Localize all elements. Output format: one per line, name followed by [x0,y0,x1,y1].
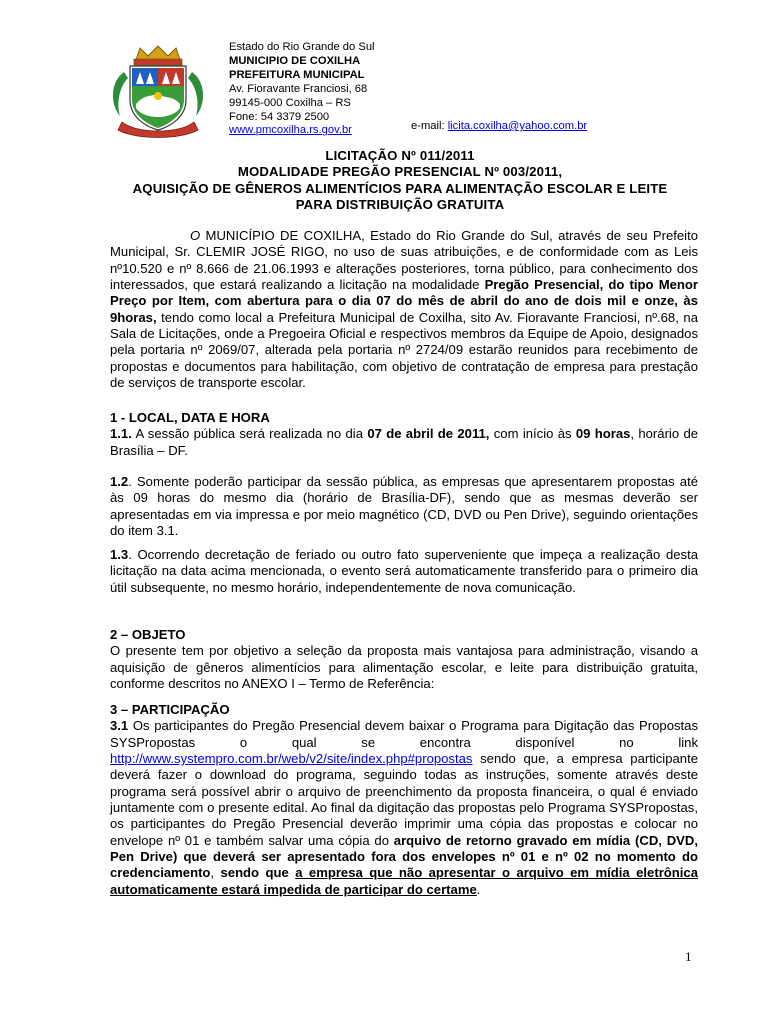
title-line-1: LICITAÇÃO Nº 011/2011 [325,148,475,163]
title-line-4: PARA DISTRIBUIÇÃO GRATUITA [295,196,505,212]
section-1-heading: 1 - LOCAL, DATA E HORA [110,410,270,425]
header-municipality: MUNICIPIO DE COXILHA [229,54,361,67]
clause-3-1: 3.1 Os participantes do Pregão Presencial devem baixar o Programa para Digitação das Propostas SYSPropostas o qual se encontra disponível no link http://www.systempro.com.br/web/v2/site/index.php#propostas sendo que, a empresa participante deverá fazer o download do programa, seguindo todas as instruções, somente através deste programa será possível abrir o arquivo de preenchimento da proposta financeira, o qual é enviado juntamente com o presente edital. Ao final da digitação das propostas pelo Programa SYSPropostas, os participantes do Pregão Presencial deverão imprimir uma cópia das propostas e colocar no envelope nº 01 e também salvar uma cópia do arquivo de retorno gravado em mídia (CD, DVD, Pen Drive) que deverá ser apresentado fora dos envelopes nº 01 e nº 02 no momento do credenciamento, sendo que a empresa que não apresentar o arquivo em mídia eletrônica automaticamente estará impedida de participar do certame. [110,718,698,897]
intro-text-1: , Estado do Rio Grande do Sul, através de seu Prefeito Municipal, Sr. CLEMIR JOSÉ RIGO, no uso de suas atribuições, e de conformidade com as Leis nº10.520 e nº 8.666 de 21.06.1993 e alterações posteriores, torna público, para conhecimento dos interessados, que estará realizando a licitação na modalidade [110,228,698,293]
clause-1-3: 1.3. Ocorrendo decretação de feriado ou outro fato superveniente que impeça a realização desta licitação na data acima mencionada, o evento será automaticamente transferido para o primeiro dia útil subsequente, no mesmo horário, independentemente de nova comunicação. [110,547,698,595]
intro-paragraph [110,228,698,391]
header-website-link[interactable]: www.pmcoxilha.rs.gov.br [229,124,352,137]
header-email-line [411,120,587,132]
title-line-3: AQUISIÇÃO DE GÊNEROS ALIMENTÍCIOS PARA ALIMENTAÇÃO ESCOLAR E LEITE [132,180,668,196]
header-email-link[interactable]: licita.coxilha@yahoo.com.br [447,120,588,132]
document-title [100,148,700,213]
intro-o: O [190,228,201,243]
header-address-block [229,41,375,138]
section-2-heading: 2 – OBJETO [110,627,186,642]
page-number: 1 [685,949,692,964]
intro-municipality: MUNICÍPIO DE COXILHA [200,228,362,243]
title-line-2: MODALIDADE PREGÃO PRESENCIAL Nº 003/2011, [237,164,563,180]
intro-text-2: tendo como local a Prefeitura Municipal de Coxilha, sito Av. Fioravante Franciosi, nº.68, na Sala de Licitações, onde a Pregoeira Oficial e respectivos membros da Equipe de Apoio, designados pela portaria nº 2069/07, alterada pela portaria nº 2724/09 estarão reunidos para recebimento de propostas e documentos para habilitação, com objetivo de contratação de empresa para prestação de serviços de transporte escolar. [110,309,698,391]
clause-1-1: 1.1. A sessão pública será realizada no dia 07 de abril de 2011, com início às 09 horas, horário de Brasília – DF. [110,426,699,458]
section-2 [110,627,698,692]
section-1 [110,410,698,459]
municipal-coat-of-arms [106,42,210,140]
header-prefecture: PREFEITURA MUNICIPAL [229,68,365,81]
email-label: e-mail: [411,120,448,132]
header-postal-code: 99145-000 Coxilha – RS [229,96,351,109]
section-3 [110,702,698,898]
header-street: Av. Fioravante Franciosi, 68 [229,82,368,95]
header-phone: Fone: 54 3379 2500 [229,110,330,123]
systempro-link[interactable]: http://www.systempro.com.br/web/v2/site/index.php#propostas [110,751,473,767]
clause-1-2: 1.2. Somente poderão participar da sessão pública, as empresas que apresentarem propostas até às 09 horas do mesmo dia (horário de Brasília-DF), sendo que as mesmas deverão ser apresentadas em via impressa e por meio magnético (CD, DVD ou Pen Drive), seguindo orientações do item 3.1. [110,474,698,539]
section-3-heading: 3 – PARTICIPAÇÃO [110,702,230,717]
section-2-text: O presente tem por objetivo a seleção da proposta mais vantajosa para administração, visando a aquisição de gêneros alimentícios para alimentação escolar, e leite para distribuição gratuita, conforme descritos no ANEXO I – Termo de Referência: [110,643,698,692]
intro-bold-modality: Pregão Presencial, do tipo Menor Preço por Item, com abertura para o dia 07 do mês de abril do ano de dois mil e onze, às 9horas, [110,277,698,325]
header-state: Estado do Rio Grande do Sul [229,41,375,53]
